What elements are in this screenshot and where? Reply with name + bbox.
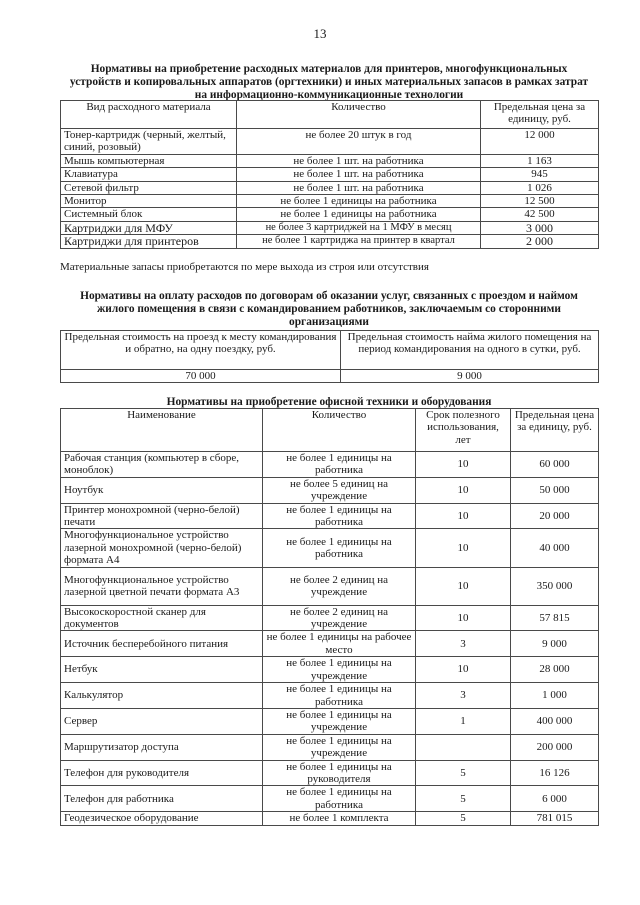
cell-qty: не более 1 комплекта <box>263 812 416 826</box>
cell-price: 945 <box>481 168 599 181</box>
cell-name: Геодезическое оборудование <box>61 812 263 826</box>
cell-qty: не более 2 единиц на учреждение <box>263 605 416 631</box>
cell-name: Калькулятор <box>61 683 263 709</box>
header-lodging-cost: Предельная стоимость найма жилого помещения на период командирования на одного в сутки, руб. <box>341 331 599 370</box>
cell-life: 5 <box>416 786 511 812</box>
cell-price: 781 015 <box>511 812 599 826</box>
section2-title-line: Нормативы на оплату расходов по договорам об оказании услуг, связанных с проездом и наймом <box>80 290 578 302</box>
cell-name: Телефон для руководителя <box>61 760 263 786</box>
cell-travel-cost: 70 000 <box>61 370 341 383</box>
cell-qty: не более 1 шт. на работника <box>237 168 481 181</box>
cell-name: Маршрутизатор доступа <box>61 734 263 760</box>
cell-life: 3 <box>416 631 511 657</box>
cell-name: Сервер <box>61 708 263 734</box>
header-service-life: Срок полезного использования, лет <box>416 409 511 452</box>
cell-price: 50 000 <box>511 477 599 503</box>
section1-title <box>58 63 600 102</box>
table-row <box>61 235 599 248</box>
cell-price: 1 026 <box>481 181 599 194</box>
consumables-table <box>60 100 599 249</box>
header-material: Вид расходного материала <box>61 101 237 129</box>
table-row <box>61 221 599 234</box>
cell-price: 28 000 <box>511 657 599 683</box>
section1-title-line: на информационно-коммуникационные технологии <box>194 89 464 101</box>
table-row <box>61 129 599 155</box>
cell-price: 350 000 <box>511 567 599 605</box>
table-row <box>61 529 599 567</box>
table-row <box>61 195 599 208</box>
table-row <box>61 605 599 631</box>
cell-name: Мышь компьютерная <box>61 154 237 167</box>
office-equipment-table <box>60 408 599 826</box>
cell-price: 400 000 <box>511 708 599 734</box>
cell-qty: не более 1 единицы на работника <box>263 503 416 529</box>
cell-price: 40 000 <box>511 529 599 567</box>
section2-title-line: жилого помещения в связи с командированием работников, заключаемым со сторонними <box>97 303 561 315</box>
cell-qty: не более 1 единицы на работника <box>263 786 416 812</box>
section2-title-line: организациями <box>289 316 369 328</box>
cell-life: 10 <box>416 657 511 683</box>
table-row <box>61 567 599 605</box>
cell-name: Сетевой фильтр <box>61 181 237 194</box>
cell-qty: не более 1 единицы на рабочее место <box>263 631 416 657</box>
cell-name: Картриджи для МФУ <box>61 221 237 234</box>
cell-qty: не более 1 единицы на работника <box>263 452 416 478</box>
cell-lodging-cost: 9 000 <box>341 370 599 383</box>
cell-qty: не более 1 единицы на работника <box>237 195 481 208</box>
cell-price: 9 000 <box>511 631 599 657</box>
cell-price: 200 000 <box>511 734 599 760</box>
cell-name: Ноутбук <box>61 477 263 503</box>
cell-name: Многофункциональное устройство лазерной цветной печати формата А3 <box>61 567 263 605</box>
cell-name: Принтер монохромной (черно-белой) печати <box>61 503 263 529</box>
cell-name: Тонер-картридж (черный, желтый, синий, розовый) <box>61 129 237 155</box>
table-row <box>61 631 599 657</box>
cell-name: Клавиатура <box>61 168 237 181</box>
cell-name: Картриджи для принтеров <box>61 235 237 248</box>
page-number: 13 <box>313 26 327 41</box>
table-row <box>61 503 599 529</box>
cell-price: 57 815 <box>511 605 599 631</box>
cell-qty: не более 1 шт. на работника <box>237 154 481 167</box>
cell-name: Телефон для работника <box>61 786 263 812</box>
cell-name: Монитор <box>61 195 237 208</box>
cell-price: 12 500 <box>481 195 599 208</box>
cell-price: 12 000 <box>481 129 599 155</box>
cell-price: 6 000 <box>511 786 599 812</box>
table-row <box>61 708 599 734</box>
table-row <box>61 657 599 683</box>
cell-life <box>416 734 511 760</box>
cell-qty: не более 2 единиц на учреждение <box>263 567 416 605</box>
cell-name: Системный блок <box>61 208 237 221</box>
cell-life: 1 <box>416 708 511 734</box>
cell-life: 5 <box>416 760 511 786</box>
cell-life: 10 <box>416 605 511 631</box>
cell-price: 1 163 <box>481 154 599 167</box>
travel-expenses-table <box>60 330 599 383</box>
cell-name: Высокоскоростной сканер для документов <box>61 605 263 631</box>
cell-qty: не более 1 шт. на работника <box>237 181 481 194</box>
cell-qty: не более 1 единицы на учреждение <box>263 734 416 760</box>
header-travel-cost: Предельная стоимость на проезд к месту командирования и обратно, на одну поездку, руб. <box>61 331 341 370</box>
cell-life: 10 <box>416 477 511 503</box>
table-row <box>61 477 599 503</box>
cell-qty: не более 1 единицы на работника <box>263 683 416 709</box>
cell-qty: не более 1 единицы на учреждение <box>263 657 416 683</box>
cell-life: 10 <box>416 452 511 478</box>
section1-note: Материальные запасы приобретаются по мере выхода из строя или отсутствия <box>60 261 429 273</box>
cell-qty: не более 1 картриджа на принтер в квартал <box>237 235 481 248</box>
cell-name: Рабочая станция (компьютер в сборе, моноблок) <box>61 452 263 478</box>
cell-life: 3 <box>416 683 511 709</box>
table-row <box>61 812 599 826</box>
cell-price: 3 000 <box>481 221 599 234</box>
cell-qty: не более 5 единиц на учреждение <box>263 477 416 503</box>
cell-price: 60 000 <box>511 452 599 478</box>
cell-qty: не более 1 единицы на работника <box>263 529 416 567</box>
header-name: Наименование <box>61 409 263 452</box>
cell-qty: не более 1 единицы на учреждение <box>263 708 416 734</box>
cell-life: 10 <box>416 503 511 529</box>
cell-name: Источник бесперебойного питания <box>61 631 263 657</box>
table-row <box>61 208 599 221</box>
cell-life: 10 <box>416 529 511 567</box>
cell-price: 20 000 <box>511 503 599 529</box>
cell-price: 2 000 <box>481 235 599 248</box>
cell-name: Многофункциональное устройство лазерной монохромной (черно-белой) формата А4 <box>61 529 263 567</box>
cell-life: 5 <box>416 812 511 826</box>
section1-title-line: Нормативы на приобретение расходных материалов для принтеров, многофункциональных <box>90 63 568 75</box>
header-quantity: Количество <box>263 409 416 452</box>
cell-qty: не более 3 картриджей на 1 МФУ в месяц <box>237 221 481 234</box>
header-price: Предельная цена за единицу, руб. <box>481 101 599 129</box>
table-row <box>61 168 599 181</box>
section3-title: Нормативы на приобретение офисной техники и оборудования <box>166 396 492 408</box>
section2-title <box>58 290 600 329</box>
table-row <box>61 370 599 383</box>
header-quantity: Количество <box>237 101 481 129</box>
section1-title-line: устройств и копировальных аппаратов (оргтехники) и иных материальных запасов в рамках затрат <box>69 76 589 88</box>
table-row <box>61 734 599 760</box>
cell-qty: не более 20 штук в год <box>237 129 481 155</box>
table-row <box>61 760 599 786</box>
cell-price: 42 500 <box>481 208 599 221</box>
cell-name: Нетбук <box>61 657 263 683</box>
table-row <box>61 181 599 194</box>
table-row <box>61 452 599 478</box>
cell-qty: не более 1 единицы на руководителя <box>263 760 416 786</box>
cell-qty: не более 1 единицы на работника <box>237 208 481 221</box>
header-price: Предельная цена за единицу, руб. <box>511 409 599 452</box>
cell-life: 10 <box>416 567 511 605</box>
table-row <box>61 683 599 709</box>
cell-price: 1 000 <box>511 683 599 709</box>
table-row <box>61 786 599 812</box>
table-row <box>61 154 599 167</box>
cell-price: 16 126 <box>511 760 599 786</box>
